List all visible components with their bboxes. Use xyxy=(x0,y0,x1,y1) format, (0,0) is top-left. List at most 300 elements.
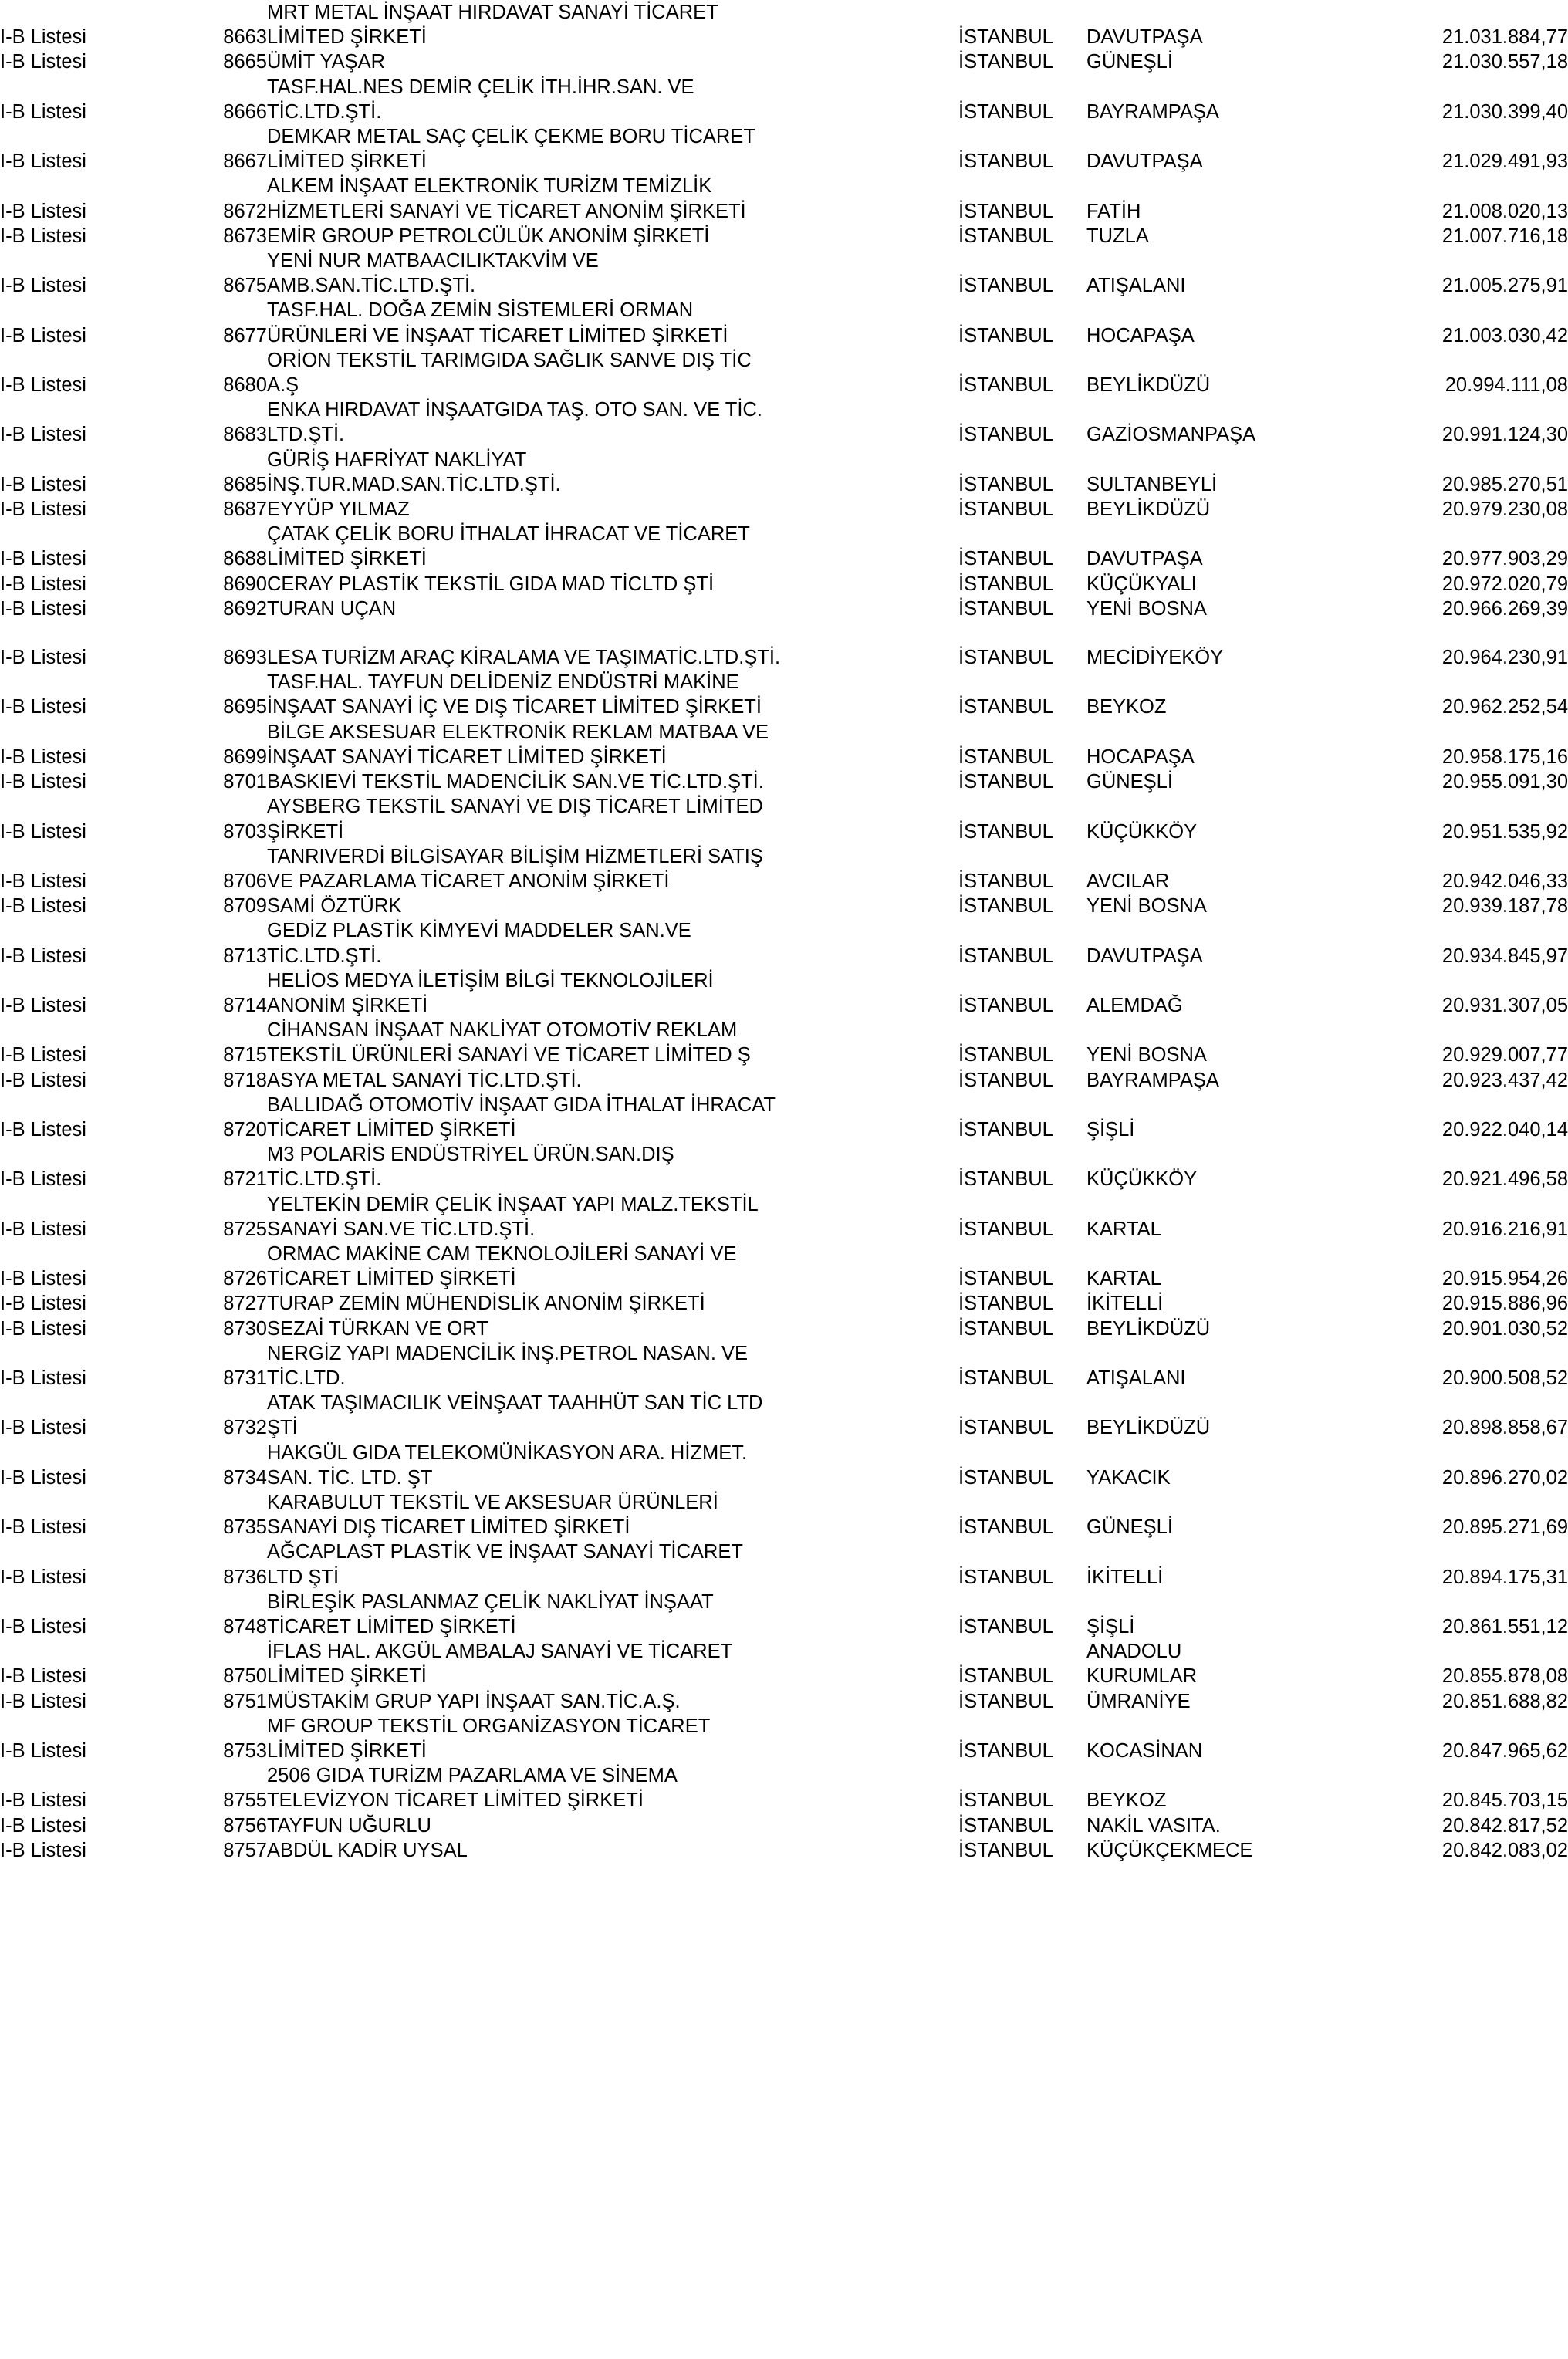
district-cell: MECİDİYEKÖY xyxy=(1086,647,1224,669)
empty-cell xyxy=(1086,348,1310,373)
list-name-cell: I-B Listesi xyxy=(0,1417,86,1439)
empty-cell xyxy=(1086,124,1310,149)
row-number-cell: 8663 xyxy=(223,26,267,49)
row-number-cell: 8736 xyxy=(223,1566,267,1588)
district-cell: HOCAPAŞA xyxy=(1086,745,1195,768)
company-name-cell: ABDÜL KADİR UYSAL xyxy=(267,1839,468,1861)
empty-cell xyxy=(958,1142,1086,1167)
company-name-line-1: BALLIDAĞ OTOMOTİV İNŞAAT GIDA İTHALAT İHRACAT xyxy=(267,1093,776,1116)
table-row[interactable] xyxy=(0,1838,1568,1863)
table-row-name-continuation xyxy=(0,1093,1568,1117)
table-row[interactable] xyxy=(0,100,1568,124)
district-cell: ÜMRANİYE xyxy=(1086,1690,1191,1712)
province-cell: İSTANBUL xyxy=(958,994,1053,1016)
amount-cell: 20.916.216,91 xyxy=(1441,1218,1568,1240)
empty-cell xyxy=(0,522,184,546)
amount-cell: 20.901.030,52 xyxy=(1441,1317,1568,1340)
empty-cell xyxy=(0,1441,184,1465)
company-name-cell: TURAP ZEMİN MÜHENDİSLİK ANONİM ŞİRKETİ xyxy=(267,1293,705,1315)
table-row[interactable] xyxy=(0,820,1568,844)
company-name-cell: İNŞAAT SANAYİ İÇ VE DIŞ TİCARET LİMİTED ŞİRKETİ xyxy=(267,696,762,718)
company-name-cell: A.Ş xyxy=(267,374,299,397)
table-row[interactable] xyxy=(0,25,1568,49)
empty-cell xyxy=(184,1018,267,1043)
empty-cell xyxy=(1086,670,1310,695)
company-name-cell: MÜSTAKİM GRUP YAPI İNŞAAT SAN.TİC.A.Ş. xyxy=(267,1690,681,1712)
empty-cell xyxy=(1310,448,1568,472)
district-cell: BEYLİKDÜZÜ xyxy=(1086,1417,1211,1439)
company-name-cell: HİZMETLERİ SANAYİ VE TİCARET ANONİM ŞİRKETİ xyxy=(267,200,746,222)
amount-cell: 20.923.437,42 xyxy=(1441,1069,1568,1091)
amount-cell: 20.915.954,26 xyxy=(1441,1268,1568,1290)
empty-cell xyxy=(0,448,184,472)
empty-cell xyxy=(1086,75,1310,100)
table-row[interactable] xyxy=(0,1664,1568,1688)
empty-cell xyxy=(958,720,1086,745)
district-cell: ATIŞALANI xyxy=(1086,1367,1186,1389)
empty-cell xyxy=(184,174,267,198)
list-name-cell: I-B Listesi xyxy=(0,424,86,446)
list-name-cell: I-B Listesi xyxy=(0,1268,86,1290)
district-cell: DAVUTPAŞA xyxy=(1086,26,1203,49)
row-number-cell: 8748 xyxy=(223,1616,267,1637)
province-cell: İSTANBUL xyxy=(958,1218,1053,1240)
empty-cell xyxy=(1086,794,1310,819)
company-name-cell: CERAY PLASTİK TEKSTİL GIDA MAD TİCLTD ŞTİ xyxy=(267,573,715,595)
district-cell: GÜNEŞLİ xyxy=(1086,771,1173,793)
empty-cell xyxy=(1086,1763,1310,1788)
empty-cell xyxy=(1310,1441,1568,1465)
company-name-cell: LTD ŞTİ xyxy=(267,1566,340,1588)
table-row[interactable] xyxy=(0,1217,1568,1242)
empty-cell xyxy=(958,918,1086,943)
table-row[interactable] xyxy=(0,572,1568,597)
empty-cell xyxy=(184,1142,267,1167)
empty-cell xyxy=(184,1714,267,1739)
empty-cell xyxy=(0,720,184,745)
row-number-cell: 8720 xyxy=(223,1118,267,1141)
province-cell: İSTANBUL xyxy=(958,374,1053,397)
company-name-line-1: AĞCAPLAST PLASTİK VE İNŞAAT SANAYİ TİCARET xyxy=(267,1541,743,1563)
table-row[interactable] xyxy=(0,323,1568,348)
row-number-cell: 8718 xyxy=(223,1069,267,1091)
table-row-name-continuation xyxy=(0,968,1568,993)
district-cell: ŞİŞLİ xyxy=(1086,1616,1135,1637)
company-name-cell: TİCARET LİMİTED ŞİRKETİ xyxy=(267,1268,516,1290)
row-number-cell: 8735 xyxy=(223,1516,267,1539)
province-cell: İSTANBUL xyxy=(958,1044,1053,1066)
empty-cell xyxy=(1310,397,1568,422)
province-cell: İSTANBUL xyxy=(958,498,1053,521)
province-cell: İSTANBUL xyxy=(958,1616,1053,1637)
company-name-line-1: AYSBERG TEKSTİL SANAYİ VE DIŞ TİCARET LİMİTED xyxy=(267,796,763,818)
district-cell: KARTAL xyxy=(1086,1218,1161,1240)
list-name-cell: I-B Listesi xyxy=(0,275,86,297)
table-row[interactable] xyxy=(0,546,1568,571)
empty-cell xyxy=(1310,522,1568,546)
row-number-cell: 8673 xyxy=(223,225,267,247)
table-row-name-continuation xyxy=(0,1192,1568,1217)
district-cell: KÜÇÜKKÖY xyxy=(1086,820,1198,843)
empty-cell xyxy=(0,348,184,373)
empty-cell xyxy=(1310,1192,1568,1217)
row-number-cell: 8709 xyxy=(223,895,267,918)
amount-cell: 20.994.111,08 xyxy=(1445,374,1568,397)
province-cell: İSTANBUL xyxy=(958,26,1053,49)
table-row[interactable] xyxy=(0,1415,1568,1440)
table-row[interactable] xyxy=(0,993,1568,1018)
table-row[interactable] xyxy=(0,49,1568,74)
table-row[interactable] xyxy=(0,1316,1568,1341)
empty-cell xyxy=(958,1093,1086,1117)
table-row[interactable] xyxy=(0,1366,1568,1391)
table-row[interactable] xyxy=(0,1788,1568,1813)
table-row-name-continuation xyxy=(0,1341,1568,1366)
row-number-cell: 8751 xyxy=(223,1690,267,1712)
list-name-cell: I-B Listesi xyxy=(0,895,86,918)
table-row[interactable] xyxy=(0,224,1568,248)
company-name-line-1: GEDİZ PLASTİK KİMYEVİ MADDELER SAN.VE xyxy=(267,920,691,942)
company-name-cell: BASKIEVİ TEKSTİL MADENCİLİK SAN.VE TİC.LTD.ŞTİ. xyxy=(267,771,764,793)
company-name-cell: LİMİTED ŞİRKETİ xyxy=(267,1740,427,1762)
table-row[interactable] xyxy=(0,273,1568,298)
district-cell: KOCASİNAN xyxy=(1086,1740,1203,1762)
province-cell: İSTANBUL xyxy=(958,424,1053,446)
list-name-cell: I-B Listesi xyxy=(0,374,86,397)
empty-cell xyxy=(1310,794,1568,819)
row-number-cell: 8672 xyxy=(223,200,267,222)
district-cell: ALEMDAĞ xyxy=(1086,994,1183,1016)
company-name-line-1: TASF.HAL. TAYFUN DELİDENİZ ENDÜSTRİ MAKİNE xyxy=(267,671,739,694)
empty-cell xyxy=(1086,968,1310,993)
district-cell: ATIŞALANI xyxy=(1086,275,1186,297)
empty-cell xyxy=(1310,0,1568,25)
district-cell: BEYLİKDÜZÜ xyxy=(1086,374,1211,397)
province-cell: İSTANBUL xyxy=(958,1814,1053,1837)
table-row-name-continuation xyxy=(0,448,1568,472)
company-name-line-1: DEMKAR METAL SAÇ ÇELİK ÇEKME BORU TİCARET xyxy=(267,126,755,148)
empty-cell xyxy=(184,1639,267,1664)
province-cell: İSTANBUL xyxy=(958,1516,1053,1539)
empty-cell xyxy=(184,1441,267,1465)
empty-cell xyxy=(958,448,1086,472)
list-name-cell: I-B Listesi xyxy=(0,1790,86,1812)
empty-cell xyxy=(0,1639,184,1664)
company-name-line-1: TANRIVERDİ BİLGİSAYAR BİLİŞİM HİZMETLERİ SATIŞ xyxy=(267,845,763,867)
district-cell: AVCILAR xyxy=(1086,870,1170,892)
table-row[interactable] xyxy=(0,695,1568,719)
row-number-cell: 8667 xyxy=(223,150,267,173)
amount-cell: 20.977.903,29 xyxy=(1441,548,1568,570)
empty-cell xyxy=(1310,1490,1568,1515)
district-cell: ŞİŞLİ xyxy=(1086,1118,1135,1141)
empty-cell xyxy=(184,918,267,943)
amount-cell: 21.030.399,40 xyxy=(1441,100,1568,123)
row-number-cell: 8675 xyxy=(223,275,267,297)
table-row-name-continuation xyxy=(0,124,1568,149)
row-number-cell: 8727 xyxy=(223,1293,267,1315)
company-name-cell: TİC.LTD. xyxy=(267,1367,346,1389)
empty-cell xyxy=(958,298,1086,323)
table-row[interactable] xyxy=(0,645,1568,670)
province-cell: İSTANBUL xyxy=(958,945,1053,967)
empty-cell xyxy=(184,1192,267,1217)
province-cell: İSTANBUL xyxy=(958,1317,1053,1340)
amount-cell: 20.958.175,16 xyxy=(1441,745,1568,768)
province-cell: İSTANBUL xyxy=(958,1168,1053,1191)
company-name-cell: ŞİRKETİ xyxy=(267,820,344,843)
empty-cell xyxy=(184,670,267,695)
row-number-cell: 8734 xyxy=(223,1466,267,1489)
table-row-name-continuation xyxy=(0,1391,1568,1415)
empty-cell xyxy=(0,1341,184,1366)
table-row[interactable] xyxy=(0,497,1568,522)
province-cell: İSTANBUL xyxy=(958,820,1053,843)
list-name-cell: I-B Listesi xyxy=(0,1317,86,1340)
province-cell: İSTANBUL xyxy=(958,1839,1053,1861)
district-cell: İKİTELLİ xyxy=(1086,1293,1164,1315)
list-name-cell: I-B Listesi xyxy=(0,473,86,495)
empty-cell xyxy=(0,248,184,273)
table-row[interactable] xyxy=(0,597,1568,621)
list-name-cell: I-B Listesi xyxy=(0,820,86,843)
table-row-name-continuation xyxy=(0,397,1568,422)
row-number-cell: 8753 xyxy=(223,1740,267,1762)
district-cell: NAKİL VASITA. xyxy=(1086,1814,1221,1837)
table-row[interactable] xyxy=(0,1266,1568,1291)
table-row-name-continuation xyxy=(0,1242,1568,1266)
table-row[interactable] xyxy=(0,1614,1568,1639)
empty-cell xyxy=(958,1391,1086,1415)
empty-cell xyxy=(958,1441,1086,1465)
company-name-cell: AMB.SAN.TİC.LTD.ŞTİ. xyxy=(267,275,476,297)
empty-cell xyxy=(0,1714,184,1739)
table-row[interactable] xyxy=(0,1689,1568,1714)
empty-cell xyxy=(1086,298,1310,323)
empty-cell xyxy=(1086,174,1310,198)
empty-cell xyxy=(0,1093,184,1117)
table-row[interactable] xyxy=(0,472,1568,497)
empty-cell xyxy=(184,1391,267,1415)
table-row[interactable] xyxy=(0,894,1568,918)
list-name-cell: I-B Listesi xyxy=(0,1665,86,1688)
empty-cell xyxy=(184,124,267,149)
company-name-cell: LİMİTED ŞİRKETİ xyxy=(267,1665,427,1688)
empty-cell xyxy=(184,248,267,273)
row-number-cell: 8692 xyxy=(223,597,267,620)
list-name-cell: I-B Listesi xyxy=(0,745,86,768)
empty-cell xyxy=(1310,124,1568,149)
amount-cell: 20.851.688,82 xyxy=(1441,1690,1568,1712)
list-name-cell: I-B Listesi xyxy=(0,26,86,49)
table-row[interactable] xyxy=(0,422,1568,447)
list-name-cell: I-B Listesi xyxy=(0,1118,86,1141)
company-name-cell: TAYFUN UĞURLU xyxy=(267,1814,431,1837)
table-row[interactable] xyxy=(0,1739,1568,1763)
row-number-cell: 8703 xyxy=(223,820,267,843)
district-cell: DAVUTPAŞA xyxy=(1086,150,1203,173)
province-cell: İSTANBUL xyxy=(958,51,1053,73)
empty-cell xyxy=(1086,248,1310,273)
table-row[interactable] xyxy=(0,745,1568,769)
empty-cell xyxy=(184,1590,267,1614)
empty-cell xyxy=(0,1539,184,1564)
table-row[interactable] xyxy=(0,1117,1568,1142)
table-row[interactable] xyxy=(0,373,1568,397)
row-number-cell: 8683 xyxy=(223,424,267,446)
empty-cell xyxy=(1086,1142,1310,1167)
district-cell: YAKACIK xyxy=(1086,1466,1171,1489)
district-cell: SULTANBEYLİ xyxy=(1086,473,1218,495)
empty-cell xyxy=(1310,348,1568,373)
empty-cell xyxy=(0,174,184,198)
row-number-cell: 8687 xyxy=(223,498,267,521)
company-name-cell: EMİR GROUP PETROLCÜLÜK ANONİM ŞİRKETİ xyxy=(267,225,710,247)
company-name-cell: TEKSTİL ÜRÜNLERİ SANAYİ VE TİCARET LİMİTED Ş xyxy=(267,1044,751,1066)
district-cell: KURUMLAR xyxy=(1086,1665,1198,1688)
province-cell: İSTANBUL xyxy=(958,1367,1053,1389)
table-row[interactable] xyxy=(0,1515,1568,1539)
list-name-cell: I-B Listesi xyxy=(0,498,86,521)
list-name-cell: I-B Listesi xyxy=(0,150,86,173)
amount-cell: 20.895.271,69 xyxy=(1441,1516,1568,1539)
amount-cell: 20.929.007,77 xyxy=(1441,1044,1568,1066)
empty-cell xyxy=(0,794,184,819)
province-cell: İSTANBUL xyxy=(958,548,1053,570)
table-row[interactable] xyxy=(0,769,1568,794)
row-number-cell: 8693 xyxy=(223,647,267,669)
province-cell: İSTANBUL xyxy=(958,324,1053,346)
company-name-cell: LESA TURİZM ARAÇ KİRALAMA VE TAŞIMATİC.LTD.ŞTİ. xyxy=(267,647,781,669)
province-cell: İSTANBUL xyxy=(958,1665,1053,1688)
amount-cell: 20.985.270,51 xyxy=(1441,473,1568,495)
empty-cell xyxy=(958,1192,1086,1217)
province-cell: İSTANBUL xyxy=(958,1069,1053,1091)
table-row[interactable] xyxy=(0,1813,1568,1838)
table-row[interactable] xyxy=(0,199,1568,224)
empty-cell xyxy=(1086,1018,1310,1043)
amount-cell: 21.003.030,42 xyxy=(1441,324,1568,346)
table-row-name-continuation xyxy=(0,1539,1568,1564)
empty-cell xyxy=(184,720,267,745)
district-cell: DAVUTPAŞA xyxy=(1086,945,1203,967)
empty-cell xyxy=(1086,0,1310,25)
amount-cell: 20.979.230,08 xyxy=(1441,498,1568,521)
empty-cell xyxy=(958,844,1086,869)
company-name-line-1: YELTEKİN DEMİR ÇELİK İNŞAAT YAPI MALZ.TEKSTİL xyxy=(267,1193,759,1215)
province-cell: İSTANBUL xyxy=(958,1118,1053,1141)
district-cell: YENİ BOSNA xyxy=(1086,597,1207,620)
amount-cell: 20.964.230,91 xyxy=(1441,647,1568,669)
table-row-name-continuation xyxy=(0,670,1568,695)
amount-cell: 20.847.965,62 xyxy=(1441,1740,1568,1762)
company-name-line-1: YENİ NUR MATBAACILIKTAKVİM VE xyxy=(267,250,599,272)
amount-cell: 20.955.091,30 xyxy=(1441,771,1568,793)
list-name-cell: I-B Listesi xyxy=(0,870,86,892)
empty-cell xyxy=(0,124,184,149)
table-row[interactable] xyxy=(0,944,1568,968)
empty-cell xyxy=(958,794,1086,819)
empty-cell xyxy=(0,397,184,422)
table-row[interactable] xyxy=(0,1565,1568,1590)
empty-cell xyxy=(184,1539,267,1564)
empty-cell xyxy=(0,1391,184,1415)
table-row-name-continuation xyxy=(0,720,1568,745)
province-cell: İSTANBUL xyxy=(958,597,1053,620)
company-name-cell: TELEVİZYON TİCARET LİMİTED ŞİRKETİ xyxy=(267,1790,644,1812)
table-row[interactable] xyxy=(0,149,1568,174)
list-name-cell: I-B Listesi xyxy=(0,647,86,669)
amount-cell: 20.861.551,12 xyxy=(1441,1616,1568,1637)
empty-cell xyxy=(958,968,1086,993)
company-name-line-1: ENKA HIRDAVAT İNŞAATGIDA TAŞ. OTO SAN. VE TİC. xyxy=(267,399,762,421)
table-row[interactable] xyxy=(0,1043,1568,1067)
empty-cell xyxy=(184,0,267,25)
empty-cell xyxy=(1086,1539,1310,1564)
table-row-name-continuation xyxy=(0,1714,1568,1739)
company-name-line-1: CİHANSAN İNŞAAT NAKLİYAT OTOMOTİV REKLAM xyxy=(267,1019,738,1042)
district-cell: BAYRAMPAŞA xyxy=(1086,1069,1219,1091)
table-row-name-continuation xyxy=(0,248,1568,273)
empty-cell xyxy=(958,248,1086,273)
province-cell: İSTANBUL xyxy=(958,870,1053,892)
empty-cell xyxy=(1310,174,1568,198)
empty-cell xyxy=(958,348,1086,373)
table-row[interactable] xyxy=(0,869,1568,894)
table-row-name-continuation xyxy=(0,794,1568,819)
empty-cell xyxy=(1310,720,1568,745)
province-cell: İSTANBUL xyxy=(958,100,1053,123)
company-name-line-1: ÇATAK ÇELİK BORU İTHALAT İHRACAT VE TİCARET xyxy=(267,523,750,546)
empty-cell xyxy=(958,1539,1086,1564)
row-number-cell: 8695 xyxy=(223,696,267,718)
empty-cell xyxy=(958,522,1086,546)
empty-cell xyxy=(958,0,1086,25)
row-number-cell: 8666 xyxy=(223,100,267,123)
row-number-cell: 8757 xyxy=(223,1839,267,1861)
list-name-cell: I-B Listesi xyxy=(0,1566,86,1588)
row-number-cell: 8725 xyxy=(223,1218,267,1240)
amount-cell: 20.972.020,79 xyxy=(1441,573,1568,595)
district-cell: KÜÇÜKÇEKMECE xyxy=(1086,1839,1253,1861)
row-number-cell: 8732 xyxy=(223,1417,267,1439)
table-row[interactable] xyxy=(0,1291,1568,1316)
amount-cell: 20.845.703,15 xyxy=(1441,1790,1568,1812)
list-name-cell: I-B Listesi xyxy=(0,1839,86,1861)
list-name-cell: I-B Listesi xyxy=(0,597,86,620)
empty-cell xyxy=(184,448,267,472)
empty-cell xyxy=(958,1242,1086,1266)
district-cell: DAVUTPAŞA xyxy=(1086,548,1203,570)
empty-cell xyxy=(958,1590,1086,1614)
province-cell: İSTANBUL xyxy=(958,771,1053,793)
empty-cell xyxy=(958,1714,1086,1739)
table-row[interactable] xyxy=(0,1068,1568,1093)
empty-cell xyxy=(1310,1539,1568,1564)
empty-cell xyxy=(1310,1391,1568,1415)
table-row[interactable] xyxy=(0,1465,1568,1490)
empty-cell xyxy=(0,1142,184,1167)
empty-cell xyxy=(184,1763,267,1788)
row-number-cell: 8715 xyxy=(223,1044,267,1066)
row-number-cell: 8726 xyxy=(223,1268,267,1290)
table-row[interactable] xyxy=(0,1167,1568,1191)
empty-cell xyxy=(1310,1590,1568,1614)
list-name-cell: I-B Listesi xyxy=(0,994,86,1016)
empty-cell xyxy=(0,1490,184,1515)
province-cell: İSTANBUL xyxy=(958,1268,1053,1290)
district-cell: BEYLİKDÜZÜ xyxy=(1086,498,1211,521)
